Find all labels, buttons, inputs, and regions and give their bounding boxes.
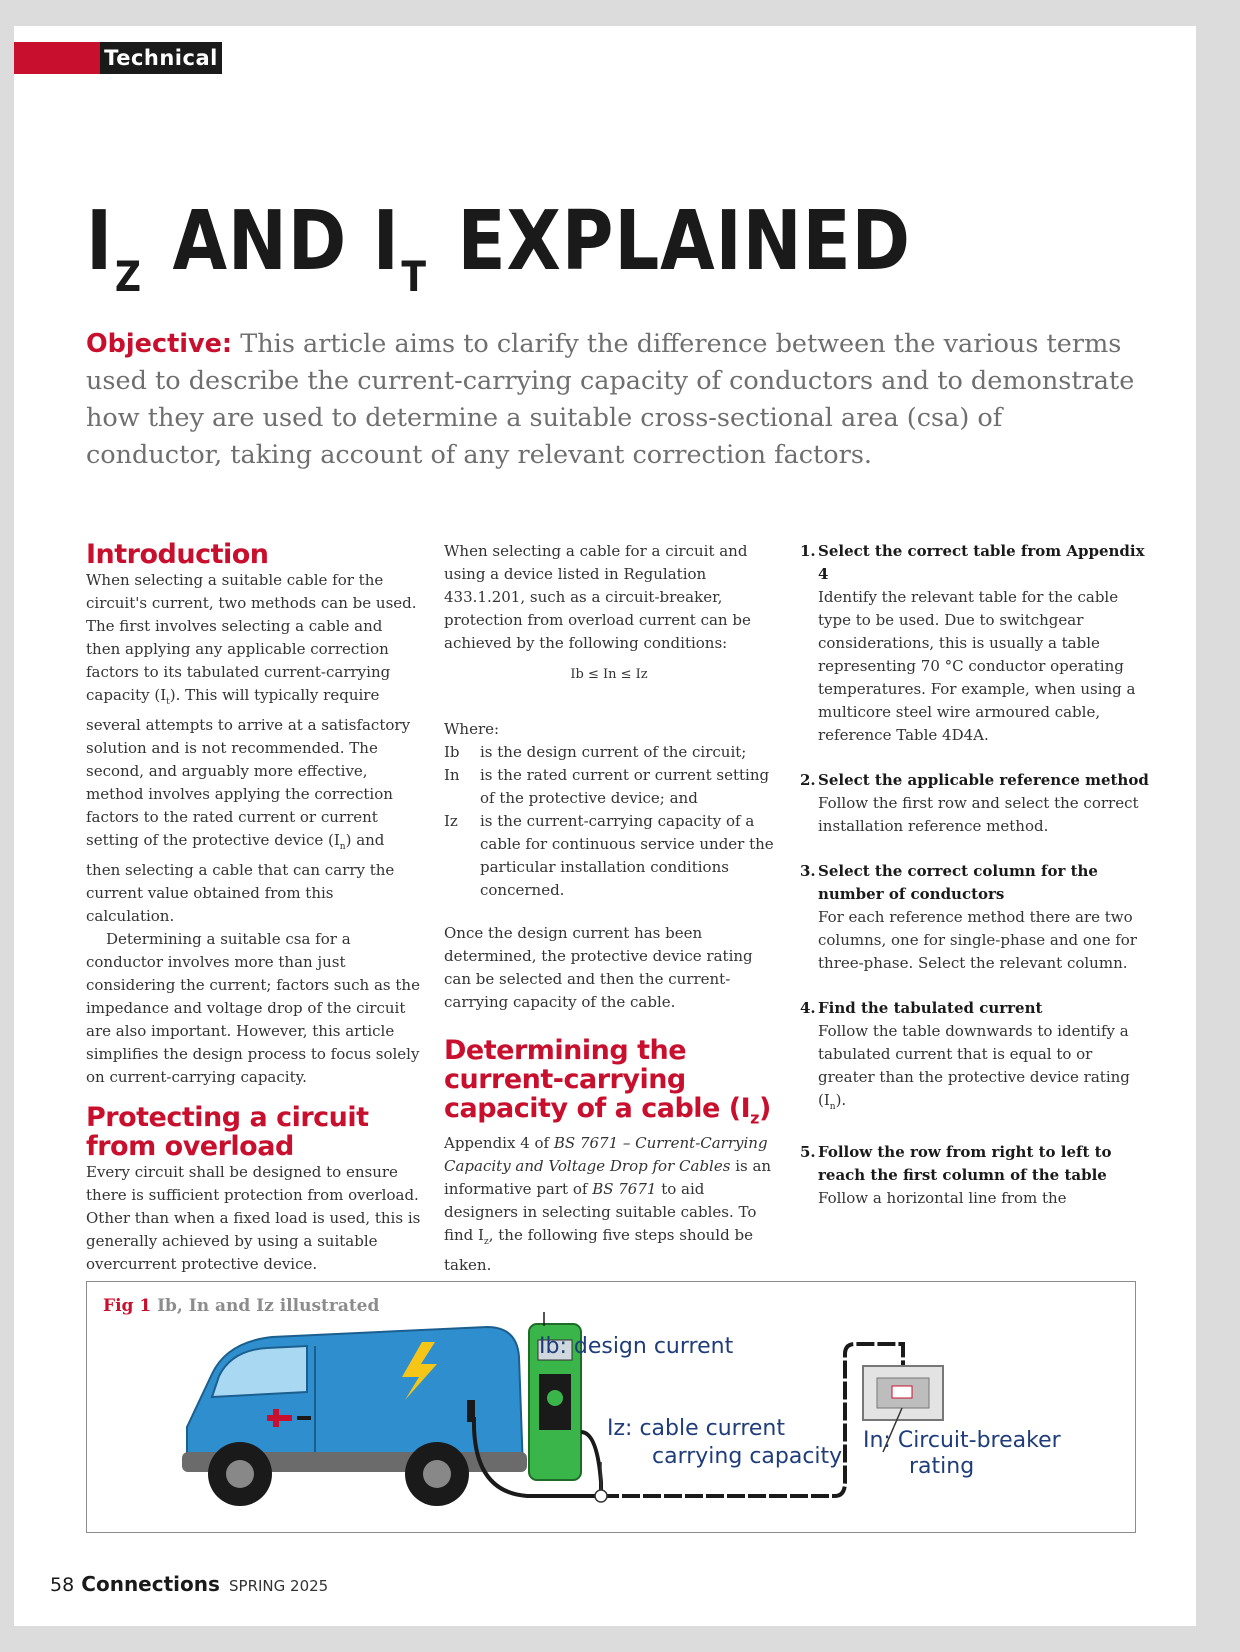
objective-text: This article aims to clarify the difference between the various terms used to describe the current-carrying capacity of conductors and to demonstrate how they are used to determine a suitable cross-sectional area (csa) of conductor, taking account of any relevant correction factors.: [86, 329, 1135, 470]
overload-heading: Protecting a circuit from overload: [86, 1102, 369, 1162]
van-illustration: [182, 1327, 527, 1506]
overload-paragraph: Every circuit shall be designed to ensure there is sufficient protection from overload. Other than when a fixed load is used, this is generally achieved by using a suitable overcurrent protective device.: [86, 1163, 421, 1273]
in-label-line-2: rating: [909, 1454, 975, 1479]
definition-item: Ib is the design current of the circuit;: [444, 743, 747, 761]
appendix-paragraph: Appendix 4 of BS 7671 – Current-Carrying Capacity and Voltage Drop for Cables is an informative part of BS 7671 to aid designers in selecting suitable cables. To find $I_z$, the following five steps should be taken.: [444, 1134, 772, 1275]
iz-label-line-1: Iz: cable current: [607, 1416, 785, 1441]
column-1: [86, 540, 421, 1276]
definition-item: In is the rated current or current setting of the protective device; and: [444, 766, 770, 807]
definition-item: Iz is the current-carrying capacity of a cable for continuous service under the particular installation conditions concerned.: [444, 812, 774, 899]
step-item: 2. Select the applicable reference method Follow the first row and select the correct installation reference method.: [800, 771, 1149, 835]
edition: SPRING 2025: [229, 1577, 329, 1595]
definition-list: [444, 741, 774, 902]
in-label-line-1: In: Circuit-breaker: [863, 1428, 1061, 1453]
intro-heading: Introduction: [86, 539, 269, 570]
section-tag: Technical: [100, 42, 222, 74]
objective-label: Objective:: [86, 329, 233, 359]
ib-label: Ib: design current: [539, 1334, 734, 1359]
intro-paragraph-2: Determining a suitable csa for a conductor involves more than just considering the current; factors such as the impedance and voltage drop of the circuit are also important. However, this article simplifies the design process to focus solely on current-carrying capacity.: [86, 930, 420, 1086]
overload-formula: Ib ≤ In ≤ Iz: [570, 667, 648, 682]
intro-paragraph-1: When selecting a suitable cable for the circuit's current, two methods can be used. The first involves selecting a cable and then applying any applicable correction factors to its tabulated current-carrying capacity $(I_t)$. This will typically require several attempts to arrive at a satisfactory solution and is not recommended. The second, and arguably more effective, method involves applying the correction factors to the rated current or current setting of the protective device $(I_n)$ and then selecting a cable that can carry the current value obtained from this calculation.: [86, 571, 417, 925]
page-number: 58: [50, 1574, 75, 1596]
iz-heading: Determining the current-carrying capacity of a cable $(I_z)$: [444, 1035, 771, 1128]
step-item: 5. Follow the row from right to left to reach the first column of the table Follow a horizontal line from the: [800, 1143, 1112, 1207]
magazine-name: Connections: [81, 1572, 220, 1596]
step-item: 3. Select the correct column for the number of conductors For each reference method there are two columns, one for single-phase and one for three-phase. Select the relevant column.: [800, 862, 1137, 972]
where-label: Where:: [444, 720, 500, 738]
step-item: 4. Find the tabulated current Follow the table downwards to identify a tabulated current that is equal to or greater than the protective device rating $(I_n)$.: [800, 999, 1130, 1112]
column-2: [444, 540, 774, 1277]
figure-illustration: [87, 1282, 1136, 1533]
after-definitions-paragraph: Once the design current has been determined, the protective device rating can be selected and then the current-carrying capacity of the cable.: [444, 924, 753, 1011]
objective: [86, 326, 1136, 474]
step-item: 1. Select the correct table from Appendix 4 Identify the relevant table for the cable type to be used. Due to switchgear considerations, this is usually a table representing 70 °C conductor operating temperatures. For example, when using a multicore steel wire armoured cable, reference Table 4D4A.: [800, 542, 1145, 744]
iz-label-line-2: carrying capacity: [652, 1444, 843, 1469]
conditions-intro: When selecting a cable for a circuit and using a device listed in Regulation 433.1.201, such as a circuit-breaker, protection from overload current can be achieved by the following conditions:: [444, 542, 751, 652]
consumer-unit: [863, 1366, 943, 1420]
page-footer: [50, 1572, 328, 1596]
section-tag-bar: [14, 42, 104, 74]
figure-1: [86, 1281, 1136, 1533]
article-title: $I_Z$ AND $I_T$ EXPLAINED: [86, 194, 911, 301]
figure-caption: Fig 1 Ib, In and Iz illustrated: [103, 1296, 380, 1316]
column-3: [800, 540, 1150, 1232]
page: [14, 26, 1196, 1626]
